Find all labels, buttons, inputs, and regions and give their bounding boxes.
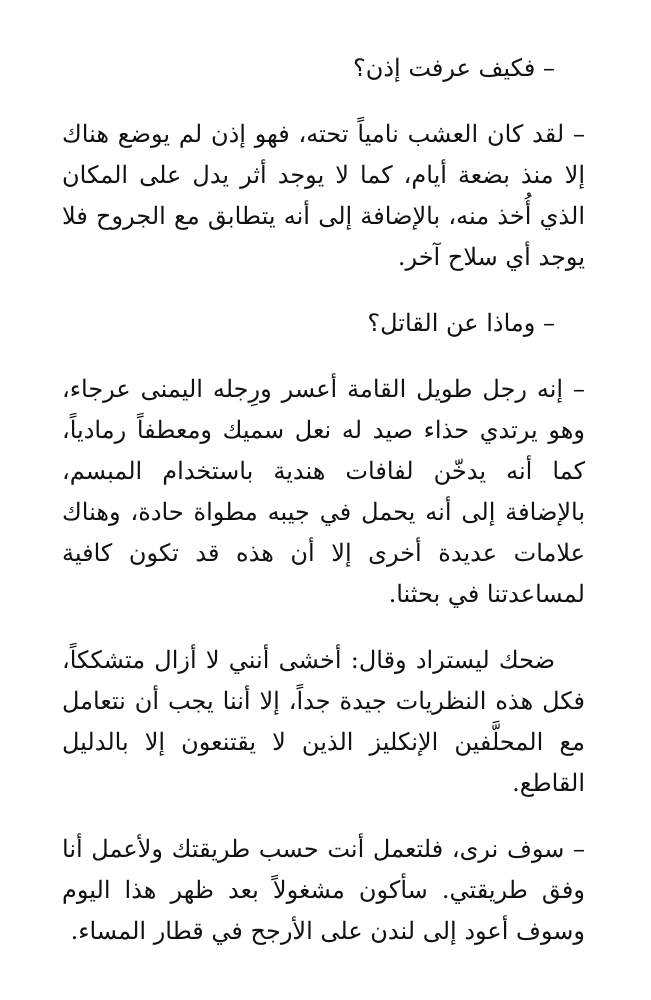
dialogue-paragraph-3: – وماذا عن القاتل؟	[367, 309, 555, 337]
dialogue-paragraph-2: – لقد كان العشب نامياً تحته، فهو إذن لم يوضع هناك إلا منذ بضعة أيام، كما لا يوجد أثر يدل على المكان الذي أُخذ منه، بالإضافة إلى أنه يتطابق مع الجروح فلا يوجد أي سلاح آخر.	[62, 120, 585, 271]
narration-paragraph-5: ضحك ليستراد وقال: أخشى أنني لا أزال متشككاً، فكل هذه النظريات جيدة جداً، إلا أننا يجب أن نتعامل مع المحلَّفين الإنكليز الذين لا يقتنعون إلا بالدليل القاطع.	[62, 646, 585, 797]
dialogue-paragraph-1: – فكيف عرفت إذن؟	[352, 54, 555, 82]
dialogue-paragraph-4: – إنه رجل طويل القامة أعسر ورِجله اليمنى عرجاء، وهو يرتدي حذاء صيد له نعل سميك ومعطفاً رمادياً، كما أنه يدخّن لفافات هندية باستخدام المبسم، بالإضافة إلى أنه يحمل في جيبه مطواة حادة، وهناك علامات عديدة أخرى إلا أن هذه قد تكون كافية لمساعدتنا في بحثنا.	[62, 375, 585, 608]
dialogue-paragraph-6: – سوف نرى، فلتعمل أنت حسب طريقتك ولأعمل أنا وفق طريقتي. سأكون مشغولاً بعد ظهر هذا اليوم وسوف أعود إلى لندن على الأرجح في قطار المساء.	[62, 835, 585, 945]
